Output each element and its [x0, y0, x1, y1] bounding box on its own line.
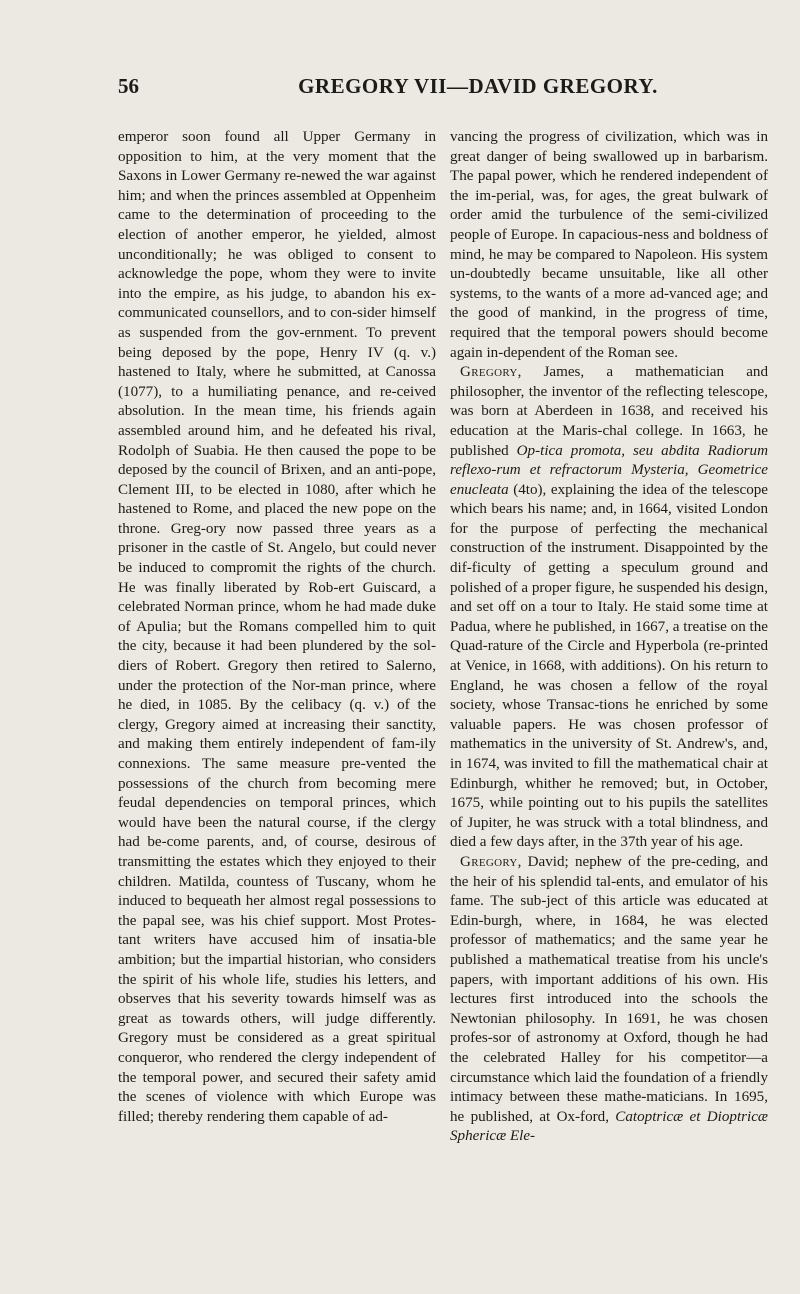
right-column [450, 128, 768, 1147]
entry-headword: Gregory [460, 853, 518, 870]
entry-text: , James, a mathematician and philosopher, the inventor of the reflecting telescope, was born at Aberdeen in 1638, and received his education at the Maris-chal college. In 1663, he published [450, 364, 768, 459]
entry-text: (4to), explaining the idea of the telescope which bears his name; and, in 1664, visited London for the purpose of perfecting the mechanical construction of the instrument. Disappointed by the dif-ficulty of getting a speculum ground and polished of a proper figure, he suspended his design, and set off on a tour to Italy. He staid some time at Padua, where he published, in 1667, a treatise on the Quad-rature of the Circle and Hyperbola (re-printed at Venice, in 1668, with additions). On his return to England, he was chosen a fellow of the royal society, whose Transac-tions he enriched by some valuable papers. He was chosen professor of mathematics in the university of St. Andrew's, and, in 1674, was invited to fill the mathematical chair at Edinburgh, whither he removed; but, in October, 1675, while pointing out to his pupils the satellites of Jupiter, he was struck with a total blindness, and died a few days after, in the 37th year of his age. [450, 481, 768, 851]
entry-david-gregory [450, 853, 768, 1147]
gregory-vii-continuation: vancing the progress of civilization, which was in great danger of being swallowed up in barbarism. The papal power, which he rendered independent of the im-perial, was, for ages, the great bulwark of order amid the turbulence of the semi-civilized people of Europe. In capacious-ness and boldness of mind, he may be compared to Napoleon. His system un-doubtedly became unsuitable, like all other systems, to the wants of a more ad-vanced age; and the good of mankind, in the progress of time, required that the temporal powers should become again in-dependent of the Roman see. [450, 129, 768, 361]
left-column [118, 128, 436, 1127]
book-title: Op-tica promota, seu abdita Radiorum reflexo-rum et refractorum Mysteria, Geometrice enucleata [450, 442, 769, 498]
left-column-text: emperor soon found all Upper Germany in opposition to him, at the very moment that the Saxons in Lower Germany re-newed the war against him; and when the princes assembled at Oppenheim came to the determination of proceeding to the election of another emperor, he yielded, almost unconditionally; he was obliged to consent to acknowledge the pope, whom they were to invite into the empire, as his judge, to abandon his ex-communicated counsellors, and to con-sider himself as suspended from the gov-ernment. To prevent being deposed by the pope, Henry IV (q. v.) hastened to Italy, where he submitted, at Canossa (1077), to a humiliating penance, and re-ceived absolution. In the mean time, his friends again assembled around him, and he defeated his rival, Rodolph of Suabia. He then caused the pope to be deposed by the council of Brixen, and an anti-pope, Clement III, to be elected in 1080, after which he hastened to Rome, and placed the new pope on the throne. Greg-ory now passed three years as a prisoner in the castle of St. Angelo, but could never be induced to compromit the rights of the church. He was finally liberated by Rob-ert Guiscard, a celebrated Norman prince, whom he had made duke of Apulia; but the Romans compelled him to quit the city, because it had been plundered by the sol-diers of Robert. Gregory then retired to Salerno, under the protection of the Nor-man prince, where he died, in 1085. By the celibacy (q. v.) of the clergy, Gregory aimed at increasing their sanctity, and making them entirely independent of fam-ily connexions. The same measure pre-vented the possessions of the church from becoming mere feudal dependencies on temporal princes, which would have been the natural course, if the clergy had be-come parents, and, of course, desirous of transmitting the estates which they enjoyed to their children. Matilda, countess of Tuscany, whom he induced to bequeath her almost regal possessions to the papal see, was his chief support. Most Protes-tant writers have accused him of insatia-ble ambition; but the impartial historian, who considers the spirit of his whole life, studies his letters, and observes that his severity towards himself was as great as towards others, will judge differently. Gregory must be considered as a great spiritual conqueror, who rendered the clergy independent of the temporal power, and secured their safety amid the scenes of violence with which Europe was filled; thereby rendering them capable of ad- [118, 129, 436, 1125]
running-title: GREGORY VII—DAVID GREGORY. [298, 74, 658, 98]
page-number: 56 [118, 74, 139, 98]
running-head [118, 74, 758, 106]
book-title: Catoptricæ et Dioptricæ Sphericæ Ele- [450, 1108, 768, 1145]
entry-text: , David; nephew of the pre-ceding, and the heir of his splendid tal-ents, and emulator of his fame. The sub-ject of this article was educated at Edin-burgh, where, in 1684, he was elected professor of mathematics; and the same year he published a mathematical treatise from his uncle's papers, with important additions of his own. His lectures first introduced into the schools the Newtonian philosophy. In 1691, he was chosen profes-sor of astronomy at Oxford, though he had the celebrated Halley for his competitor—a circumstance which laid the foundation of a friendly intimacy between these mathe-maticians. In 1695, he published, at Ox-ford, [450, 853, 768, 1125]
entry-james-gregory [450, 363, 768, 853]
entry-headword: Gregory [460, 364, 518, 381]
